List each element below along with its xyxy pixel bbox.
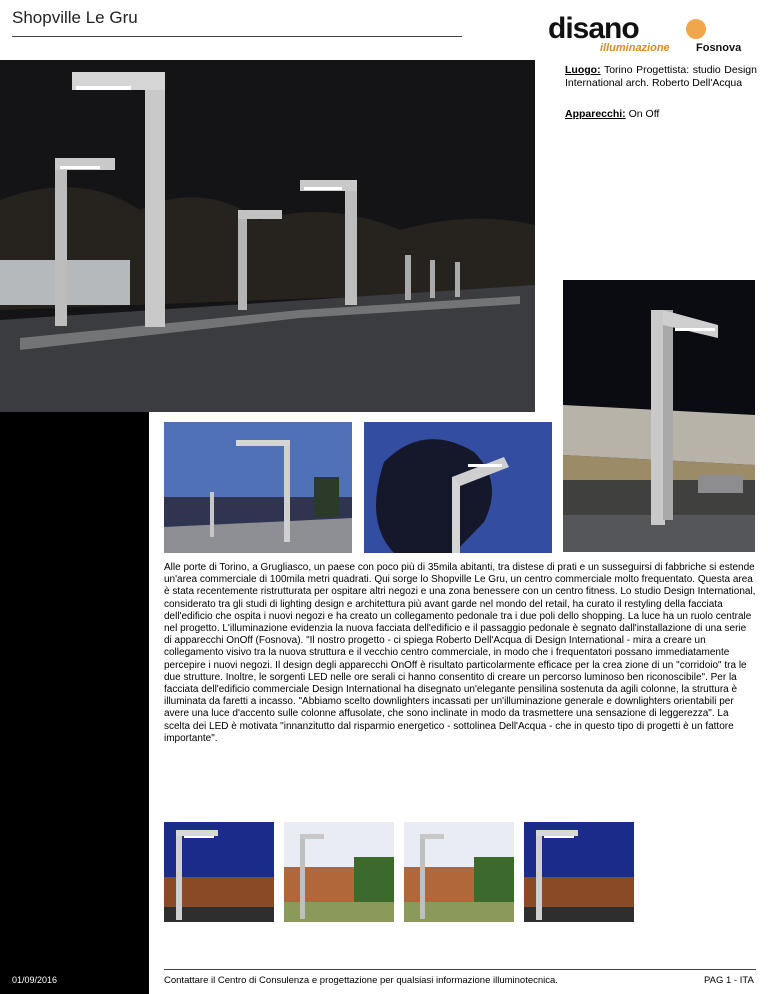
product-thumb-onoff-m-diffondente: [524, 822, 634, 922]
product-thumb-onoff-l-diffondente: [404, 822, 514, 922]
main-photo: [0, 60, 535, 412]
location-label: Luogo:: [565, 64, 601, 76]
brand-logo: [548, 14, 758, 54]
footer-note: Contattare il Centro di Consulenza e progettazione per qualsiasi informazione illuminotecnica.: [164, 975, 558, 986]
footer-date: 01/09/2016: [12, 975, 58, 985]
article-body: Alle porte di Torino, a Grugliasco, un paese con poco più di 35mila abitanti, tra distese di prati e un susseguirsi di fabbriche si estende un'area commerciale di 100mila metri quadrati. Qui sorge lo Shopville Le Gru, un centro commerciale molto frequentato. Questa area è stata recentemente ristrutturata per ospitare altri negozi e una zona benessere con un centro fitness. Lo studio Design International, considerato tra gli studi di lighting design e architettura più avant garde nel mondo del retail, ha curato il restyling della facciata dell'edificio che ospita i nuovi negozi e ha creato un collegamento pedonale tra i due poli dello shopping. La luce ha un ruolo centrale nel progetto. L'illuminazione evidenzia la nuova facciata dell'edificio e il passaggio pedonale è segnato dall'installazione di una serie di apparecchi OnOff (Fosnova). "Il nostro progetto - ci spiega Roberto Dell'Acqua di Design International - mira a creare un collegamento visivo tra la nuova struttura e il vecchio centro commerciale, in modo che i frequentatori possano immediatamente percepire i nuovi negozi. Il design degli apparecchi OnOff è risultato particolarmente efficace per la crea zione di un "corridoio" tra le due strutture. Inoltre, le sorgenti LED nelle ore serali ci hanno consentito di creare un percorso luminoso ben riconoscibile". Per la facciata dell'edificio commerciale Design International ha disegnato un'elegante pensilina sostenuta da agili colonne, la struttura è illuminata da faretti a incasso. "Abbiamo scelto downlighters incassati per un'illuminazione generale e downlighters orientabili per avere una luce d'accento sulle colonne affusolate, che sono inclinate in modo da trasmettere una sensazione di leggerezza". La scelta dei LED è motivata "innanzitutto dal risparmio energetico - sottolinea Dell'Acqua - che in questo tipo di progetti è un fattore importante".: [164, 562, 756, 744]
product-label: OnOff L - pedonale: [297, 929, 382, 940]
tree-photo: [364, 422, 552, 553]
side-strip: [0, 412, 149, 994]
footer-divider: [164, 969, 756, 970]
logo-subtitle: illuminazione: [600, 42, 670, 54]
location-value: Torino Progettista: studio Design International arch. Roberto Dell'Acqua: [565, 64, 757, 89]
product-label: OnOff M - pedonale: [176, 929, 264, 940]
logo-dot: [686, 19, 706, 39]
logo-brand: disano: [548, 12, 639, 45]
page-title: Shopville Le Gru: [12, 8, 138, 27]
title-divider: [12, 36, 462, 37]
product-label: OnOff L - diffondente: [416, 929, 509, 940]
product-thumb-onoff-l-pedonale: [284, 822, 394, 922]
logo-partner: Fosnova: [696, 42, 742, 54]
facade-photo: [563, 280, 755, 552]
location-info: [565, 64, 757, 90]
product-label: OnOff M - diffondente: [536, 929, 632, 940]
page-number: PAG 1 - ITA: [704, 975, 754, 986]
product-thumb-onoff-m-pedonale: [164, 822, 274, 922]
walkway-photo: [164, 422, 352, 553]
appliances-value: On Off: [628, 108, 660, 120]
appliances-label: Apparecchi:: [565, 108, 626, 120]
appliances-info: [565, 108, 757, 121]
